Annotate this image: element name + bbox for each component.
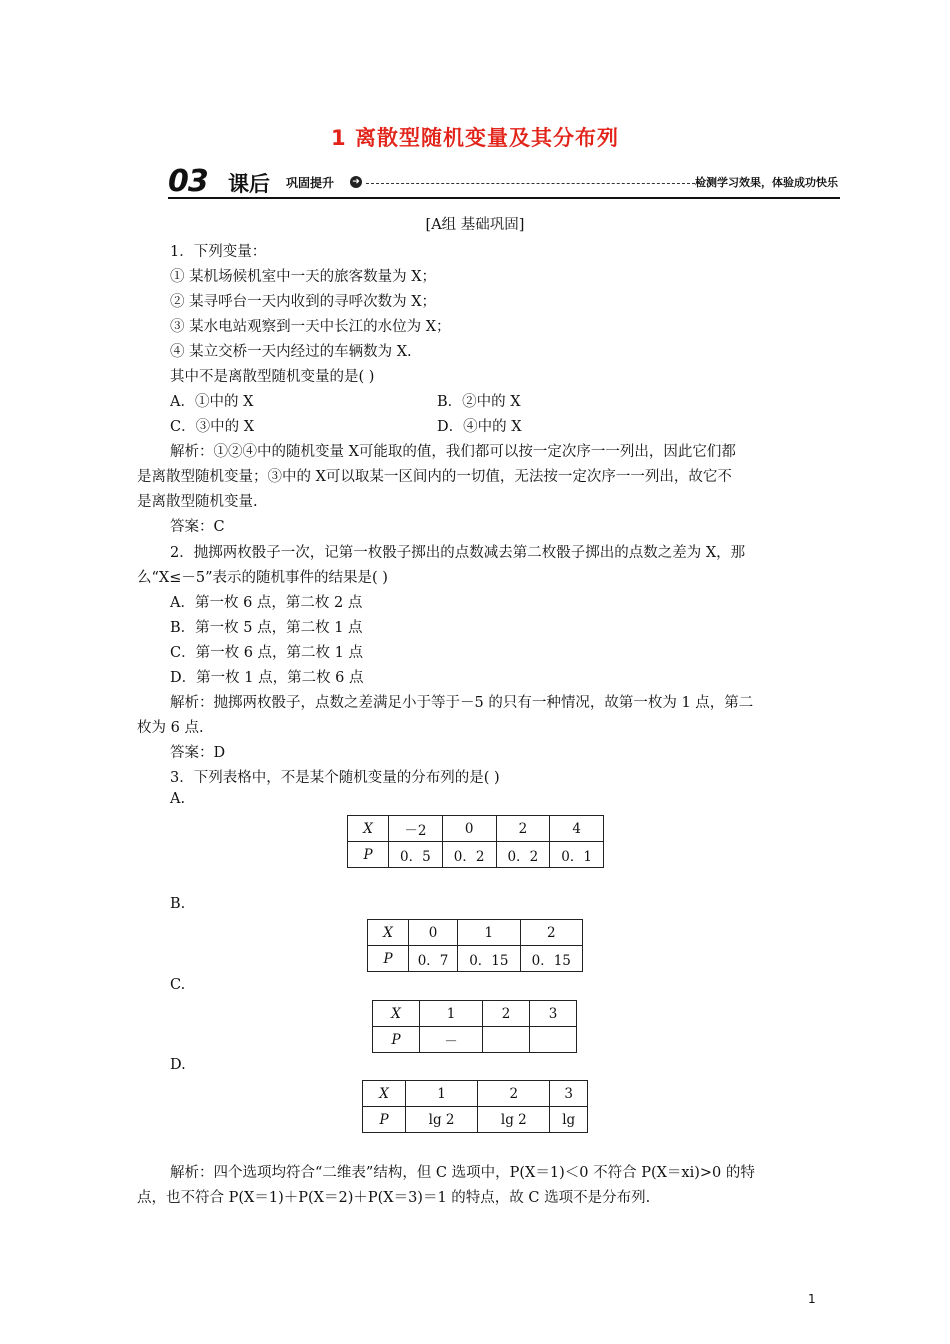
table-cell: lg bbox=[550, 1107, 588, 1133]
table-cell: 3 bbox=[550, 1081, 588, 1107]
q3-analysis-1: 解析：四个选项均符合“二维表”结构，但 C 选项中，P(X＝1)＜0 不符合 P(X＝xi)>0 的特 bbox=[170, 1165, 755, 1181]
table-cell: 1 bbox=[420, 1001, 483, 1027]
banner-dashed-line bbox=[366, 183, 700, 184]
q3-stem: 3．下列表格中，不是某个随机变量的分布列的是( ) bbox=[170, 770, 500, 786]
q1-item-3: ③ 某水电站观察到一天中长江的水位为 X； bbox=[170, 319, 451, 335]
table-b bbox=[367, 919, 583, 972]
q1-item-4: ④ 某立交桥一天内经过的车辆数为 X. bbox=[170, 344, 412, 360]
q1-option-c: C．③中的 X bbox=[170, 419, 255, 435]
document-title: 1 离散型随机变量及其分布列 bbox=[331, 126, 619, 150]
q2-answer: 答案：D bbox=[170, 745, 226, 761]
q3-label-a: A. bbox=[170, 791, 186, 807]
table-cell: －2 bbox=[389, 816, 443, 842]
table-c bbox=[372, 1000, 577, 1053]
table-cell: X bbox=[368, 920, 409, 946]
table-cell: lg 2 bbox=[478, 1107, 550, 1133]
table-cell: P bbox=[368, 946, 409, 972]
q1-stem: 1．下列变量： bbox=[170, 244, 267, 260]
banner-kehou: 课后 bbox=[228, 172, 270, 196]
table-cell: 0．1 bbox=[550, 842, 604, 868]
q1-answer: 答案：C bbox=[170, 519, 225, 535]
table-cell: 0．5 bbox=[389, 842, 443, 868]
q3-analysis-2: 点，也不符合 P(X＝1)＋P(X＝2)＋P(X＝3)＝1 的特点，故 C 选项不是分布列. bbox=[137, 1190, 651, 1206]
table-cell: X bbox=[348, 816, 389, 842]
q1-item-1: ① 某机场候机室中一天的旅客数量为 X； bbox=[170, 269, 437, 285]
page-number: 1 bbox=[808, 1292, 816, 1306]
table-cell bbox=[530, 1027, 577, 1053]
q1-analysis-2: 是离散型随机变量；③中的 X可以取某一区间内的一切值，无法按一定次序一一列出，故它不 bbox=[137, 469, 732, 485]
table-cell: － bbox=[420, 1027, 483, 1053]
table-cell bbox=[483, 1027, 530, 1053]
q2-analysis-1: 解析：抛掷两枚骰子，点数之差满足小于等于－5 的只有一种情况，故第一枚为 1 点，第二 bbox=[170, 695, 754, 711]
table-cell: X bbox=[373, 1001, 420, 1027]
table-cell: 2 bbox=[483, 1001, 530, 1027]
q3-label-c: C. bbox=[170, 977, 186, 993]
q1-item-2: ② 某寻呼台一天内收到的寻呼次数为 X； bbox=[170, 294, 437, 310]
table-cell: 2 bbox=[478, 1081, 550, 1107]
arrow-icon: ➜ bbox=[350, 176, 362, 188]
q3-label-d: D. bbox=[170, 1057, 186, 1073]
table-cell: 4 bbox=[550, 816, 604, 842]
table-a bbox=[347, 815, 604, 868]
q2-option-b: B．第一枚 5 点，第二枚 1 点 bbox=[170, 620, 363, 636]
banner-rule bbox=[168, 197, 840, 199]
table-cell: P bbox=[348, 842, 389, 868]
table-cell: X bbox=[363, 1081, 406, 1107]
table-cell: 0．2 bbox=[442, 842, 496, 868]
table-cell: P bbox=[363, 1107, 406, 1133]
table-cell: 0 bbox=[442, 816, 496, 842]
table-cell: 3 bbox=[530, 1001, 577, 1027]
banner-slogan: 检测学习效果，体验成功快乐 bbox=[695, 176, 838, 189]
q1-option-a: A．①中的 X bbox=[170, 394, 254, 410]
q1-analysis-1: 解析：①②④中的随机变量 X可能取的值，我们都可以按一定次序一一列出，因此它们都 bbox=[170, 444, 736, 460]
table-cell: 2 bbox=[520, 920, 582, 946]
section-heading: [A组 基础巩固] bbox=[425, 217, 525, 233]
q1-analysis-3: 是离散型随机变量. bbox=[137, 494, 258, 510]
q2-stem-1: 2．抛掷两枚骰子一次，记第一枚骰子掷出的点数减去第二枚骰子掷出的点数之差为 X，那 bbox=[170, 545, 746, 561]
q1-option-b: B．②中的 X bbox=[437, 394, 521, 410]
q2-option-c: C．第一枚 6 点，第二枚 1 点 bbox=[170, 645, 363, 661]
table-cell: 0．15 bbox=[458, 946, 520, 972]
table-cell: 1 bbox=[458, 920, 520, 946]
banner-number: 03 bbox=[168, 164, 208, 199]
table-cell: 1 bbox=[406, 1081, 478, 1107]
table-cell: 0．7 bbox=[409, 946, 458, 972]
q3-label-b: B. bbox=[170, 896, 186, 912]
q2-option-a: A．第一枚 6 点，第二枚 2 点 bbox=[170, 595, 363, 611]
table-cell: P bbox=[373, 1027, 420, 1053]
table-cell: 0．15 bbox=[520, 946, 582, 972]
q2-stem-2: 么“X≤－5”表示的随机事件的结果是( ) bbox=[137, 570, 388, 586]
table-d bbox=[362, 1080, 588, 1133]
q1-question: 其中不是离散型随机变量的是( ) bbox=[170, 369, 375, 385]
q2-option-d: D．第一枚 1 点，第二枚 6 点 bbox=[170, 670, 364, 686]
q1-option-d: D．④中的 X bbox=[437, 419, 522, 435]
table-cell: 0．2 bbox=[496, 842, 550, 868]
q2-analysis-2: 枚为 6 点. bbox=[137, 720, 204, 736]
table-cell: 0 bbox=[409, 920, 458, 946]
section-banner bbox=[168, 164, 840, 200]
table-cell: 2 bbox=[496, 816, 550, 842]
table-cell: lg 2 bbox=[406, 1107, 478, 1133]
banner-gonggu: 巩固提升 bbox=[286, 176, 335, 190]
